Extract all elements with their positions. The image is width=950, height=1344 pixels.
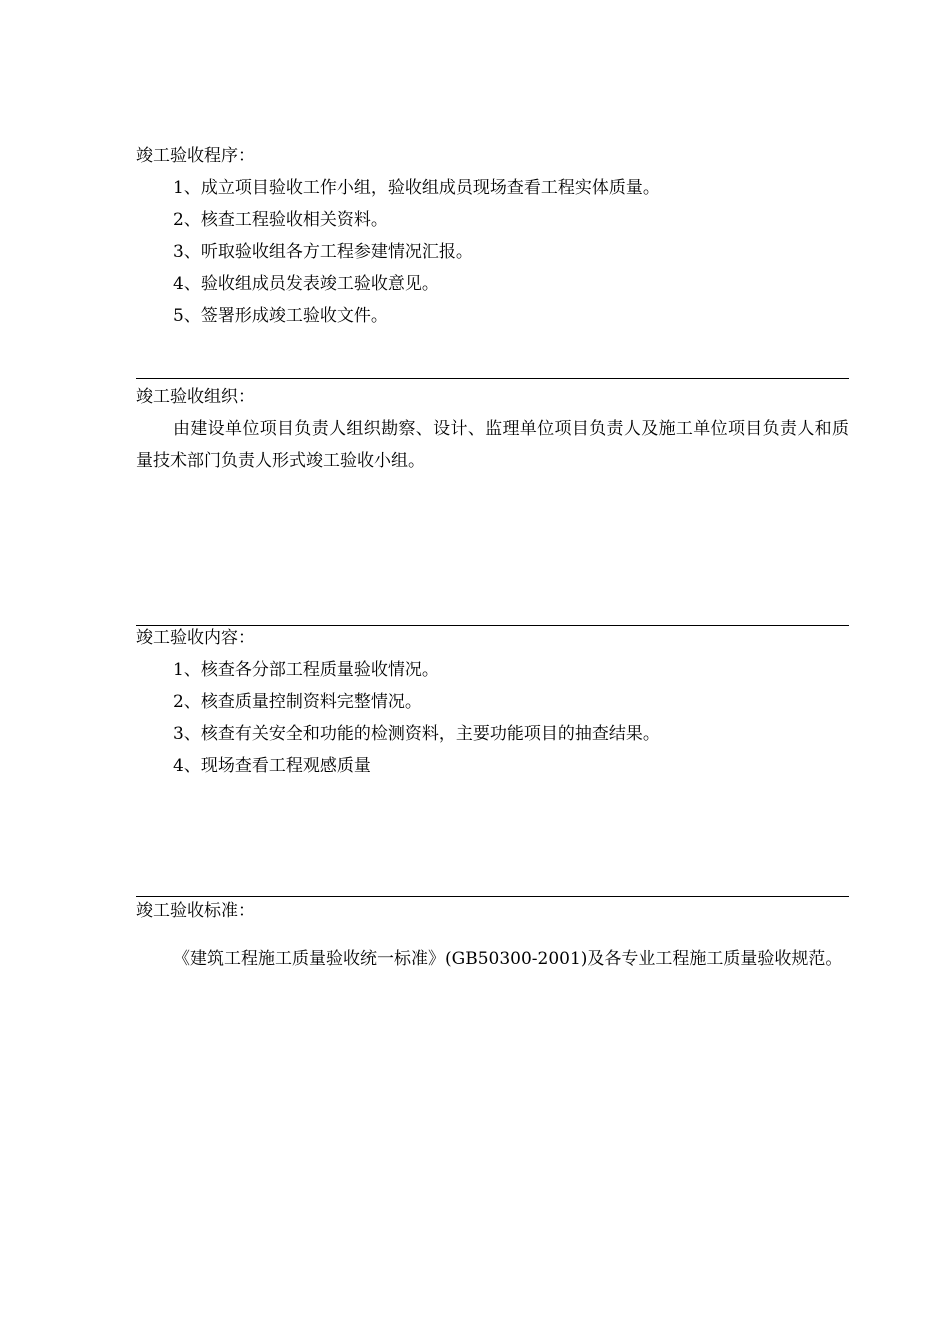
section-divider-1 [136, 378, 849, 379]
procedure-item-3: 3、听取验收组各方工程参建情况汇报。 [173, 242, 473, 262]
section-divider-2 [136, 625, 849, 626]
procedure-section [136, 146, 849, 336]
standard-heading: 竣工验收标准： [136, 901, 255, 921]
content-item-2: 2、核查质量控制资料完整情况。 [173, 692, 422, 712]
procedure-item-5: 5、签署形成竣工验收文件。 [173, 306, 388, 326]
procedure-item-2: 2、核查工程验收相关资料。 [173, 210, 388, 230]
procedure-item-4: 4、验收组成员发表竣工验收意见。 [173, 274, 439, 294]
procedure-heading: 竣工验收程序： [136, 146, 255, 166]
content-item-3: 3、核查有关安全和功能的检测资料，主要功能项目的抽查结果。 [173, 724, 660, 744]
organization-section [136, 387, 849, 487]
organization-body: 由建设单位项目负责人组织勘察、设计、监理单位项目负责人及施工单位项目负责人和质量技术部门负责人形式竣工验收小组。 [136, 419, 849, 471]
standard-section [136, 901, 849, 1031]
content-section [136, 628, 849, 788]
organization-heading: 竣工验收组织： [136, 387, 255, 407]
standard-body: 《建筑工程施工质量验收统一标准》(GB50300-2001)及各专业工程施工质量验收规范。 [173, 949, 843, 969]
content-heading: 竣工验收内容： [136, 628, 255, 648]
content-item-4: 4、现场查看工程观感质量 [173, 756, 371, 776]
content-item-1: 1、核查各分部工程质量验收情况。 [173, 660, 439, 680]
procedure-item-1: 1、成立项目验收工作小组，验收组成员现场查看工程实体质量。 [173, 178, 660, 198]
section-divider-3 [136, 896, 849, 897]
